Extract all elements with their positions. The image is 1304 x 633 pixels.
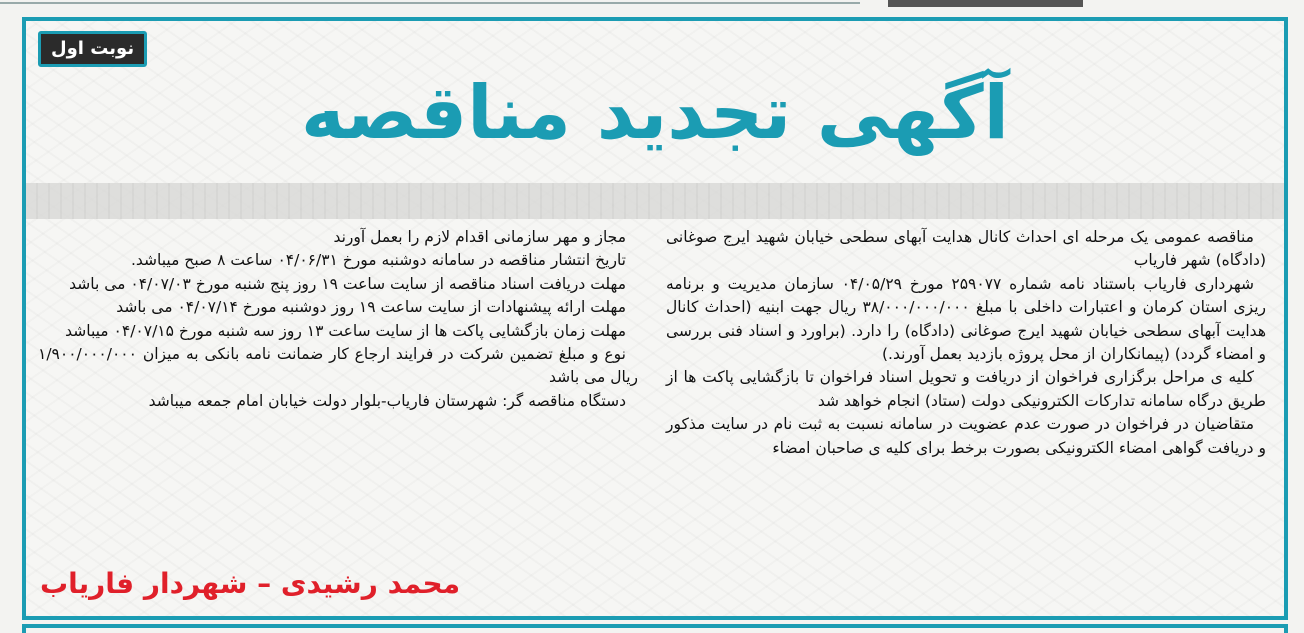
paragraph: شهرداری فاریاب باستناد نامه شماره ۲۵۹۰۷۷ مورخ ۰۴/۰۵/۲۹ سازمان مدیریت و برنامه ریزی استان کرمان و اعتبارات داخلی با مبلغ ۳۸/۰۰۰/۰۰۰/۰۰۰ ریال جهت ابنیه (احداث کانال هدایت آبهای سطحی خیابان شهید ایرج صوغانی (دادگاه) را دارد. (براورد و اسناد فنی بررسی و امضاء گردد) (پیمانکاران از محل پروژه بازدید بعمل آورند.): [666, 274, 1266, 364]
left-column: [38, 226, 638, 413]
signature: محمد رشیدی – شهردار فاریاب: [40, 567, 461, 600]
paragraph: تاریخ انتشار مناقصه در سامانه دوشنبه مورخ ۰۴/۰۶/۳۱ ساعت ۸ صبح میباشد.: [130, 251, 626, 270]
paragraph: کلیه ی مراحل برگزاری فراخوان از دریافت و تحویل اسناد فراخوان تا بازگشایی پاکت ها از طریق درگاه سامانه تدارکات الکترونیکی دولت (ستاد) انجام خواهد شد: [666, 368, 1266, 410]
adjacent-image-edge: [888, 0, 1083, 7]
round-badge: نوبت اول: [38, 31, 147, 67]
paragraph: مناقصه عمومی یک مرحله ای احداث کانال هدایت آبهای سطحی خیابان شهید ایرج صوغانی (دادگاه) شهر فاریاب: [666, 228, 1266, 270]
next-ad-border: [22, 624, 1288, 633]
divider: [0, 2, 860, 4]
paragraph: مهلت ارائه پیشنهادات از سایت ساعت ۱۹ روز دوشنبه مورخ ۰۴/۰۷/۱۴ می باشد: [116, 298, 626, 317]
paragraph: مجاز و مهر سازمانی اقدام لازم را بعمل آورند: [333, 228, 626, 246]
right-column: [666, 226, 1266, 460]
top-strip: [0, 0, 1304, 8]
paragraph: مهلت دریافت اسناد مناقصه از سایت ساعت ۱۹ روز پنج شنبه مورخ ۰۴/۰۷/۰۳ می باشد: [69, 274, 626, 293]
paragraph: نوع و مبلغ تضمین شرکت در فرایند ارجاع کار ضمانت نامه بانکی به میزان ۱/۹۰۰/۰۰۰/۰۰۰ ریال می باشد: [38, 345, 638, 387]
paragraph: متقاضیان در فراخوان در صورت عدم عضویت در سامانه نسبت به ثبت نام در سایت مذکور و دریافت گواهی امضاء الکترونیکی بصورت برخط برای کلیه ی صاحبان امضاء: [666, 415, 1266, 457]
decorative-band: [26, 183, 1284, 219]
paragraph: مهلت زمان بازگشایی پاکت ها از سایت ساعت ۱۳ روز سه شنبه مورخ ۰۴/۰۷/۱۵ میباشد: [65, 321, 626, 340]
tender-notice: [22, 17, 1288, 620]
paragraph: دستگاه مناقصه گر: شهرستان فاریاب-بلوار دولت خیابان امام جمعه میباشد: [148, 391, 626, 410]
notice-title: آگهی تجدید مناقصه: [300, 70, 1010, 156]
